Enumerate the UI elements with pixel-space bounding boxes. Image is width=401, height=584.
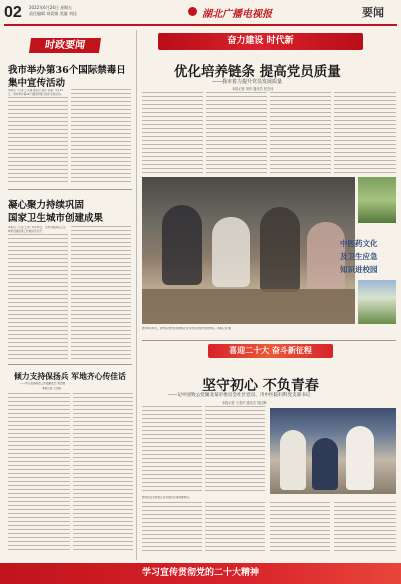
feature-top-photo	[142, 177, 355, 324]
feature-top-rule	[142, 340, 396, 341]
photo-person-3	[346, 426, 374, 490]
article-3-body-col2	[73, 393, 133, 553]
column-divider	[136, 30, 137, 560]
feature-bottom-title: 坚守初心 不负青春	[202, 378, 319, 394]
feature-bottom-body-col2	[205, 406, 265, 492]
feature-top-subtitle: ——我市着力提升党员发展质量	[212, 79, 283, 85]
article-3-title: 倾力支持保扬兵 军地齐心传佳话	[14, 372, 126, 381]
footer-banner-text: 学习宣传贯彻党的二十大精神	[141, 568, 259, 578]
footer-banner	[0, 563, 401, 584]
article-2-title-line2: 国家卫生城市创建成果	[8, 213, 104, 224]
photo-figure-1	[162, 205, 202, 285]
article-1-rule	[8, 189, 132, 190]
article-1-title: 我市举办第36个国际禁毒日	[8, 65, 126, 76]
article-1-body-col1	[8, 97, 68, 185]
article-3-byline: 本报记者 王文娟	[42, 387, 61, 390]
article-1-body-col2	[71, 89, 131, 185]
side-photo-2	[358, 280, 396, 324]
feature-bottom-body-col6	[334, 502, 396, 554]
article-3-subtitle: ——市人武部政治工作处副处长 贾志强	[20, 382, 65, 385]
feature-top-banner-text: 奋力建设	[227, 36, 264, 46]
masthead-title: 湖北广播电视报	[202, 9, 272, 20]
feature-bottom-body-col3	[142, 502, 202, 554]
article-1-lead: 本报讯（记者 王文瑞 通讯员 刘洋 张嘉）6月22日，我市举办第36个国际禁毒日集中宣传活动。	[8, 89, 64, 96]
side-photo-1	[358, 177, 396, 223]
feature-top-banner	[158, 33, 363, 50]
feature-bottom-body-col4	[205, 502, 265, 554]
feature-bottom-byline: 本报记者 王春华 通讯员 刘红梅	[222, 401, 267, 405]
feature-top-photo-caption: 图为6月21日，我市某学校党员教师正在为学生讲授中医药知识。本报记者 摄	[142, 327, 231, 330]
feature-bottom-banner	[208, 344, 333, 358]
feature-bottom-photo	[270, 408, 396, 494]
photo-figure-2	[212, 217, 250, 287]
article-1-title-line2: 集中宣传活动	[8, 78, 66, 89]
page-header	[0, 0, 401, 34]
section-label: 要闻	[362, 6, 384, 19]
article-2-title: 凝心聚力持续巩固	[8, 200, 85, 211]
editor-line: 责任编辑 刘爱娟 美编 刘佳	[29, 11, 77, 16]
article-2-body-col2	[71, 226, 131, 360]
article-3-body-col1	[8, 393, 70, 553]
feature-top-body-col1	[142, 92, 203, 174]
masthead-logo-icon	[188, 7, 197, 16]
feature-bottom-photo-caption: 图为社区志愿者正在为居民宣讲政策知识。	[142, 496, 192, 499]
feature-top-body-col2	[206, 92, 267, 174]
side-title-3: 知识进校园	[340, 265, 378, 274]
column-banner	[29, 38, 101, 53]
feature-top-body-col4	[334, 92, 396, 174]
date-line: 2022年6月24日 星期五	[29, 5, 73, 10]
feature-top-title: 优化培养链条 提高党员质量	[174, 64, 341, 80]
photo-table	[142, 289, 355, 324]
article-2-lead: 本报讯（记者 王欢）6月22日，全市巩固国家卫生城市创建成果工作推进会召开。	[8, 226, 66, 233]
article-2-rule	[8, 364, 132, 365]
side-title-1: 中医药文化	[340, 239, 378, 248]
photo-person-2	[312, 438, 338, 490]
photo-figure-3	[260, 207, 300, 292]
feature-top-byline: 本报记者 刘华 通讯员 张宏伟	[232, 87, 274, 91]
side-title-2: 及卫生应急	[340, 252, 378, 261]
article-2-body-col1	[8, 234, 68, 360]
feature-top-body-col3	[270, 92, 331, 174]
feature-bottom-body-col1	[142, 406, 202, 492]
feature-bottom-body-col5	[270, 502, 330, 554]
page-number: 02	[4, 4, 22, 21]
feature-bottom-banner-text: 喜迎二十大 奋斗新征程	[229, 346, 312, 355]
header-rule	[4, 24, 397, 26]
column-banner-text: 时政要闻	[44, 40, 86, 51]
feature-top-banner-tail: 时代新	[266, 36, 294, 46]
photo-person-1	[280, 430, 306, 490]
feature-bottom-subtitle: ——记中国致公党湖北某市委员会社区党员、市中医院妇科党支部书记	[168, 393, 311, 398]
